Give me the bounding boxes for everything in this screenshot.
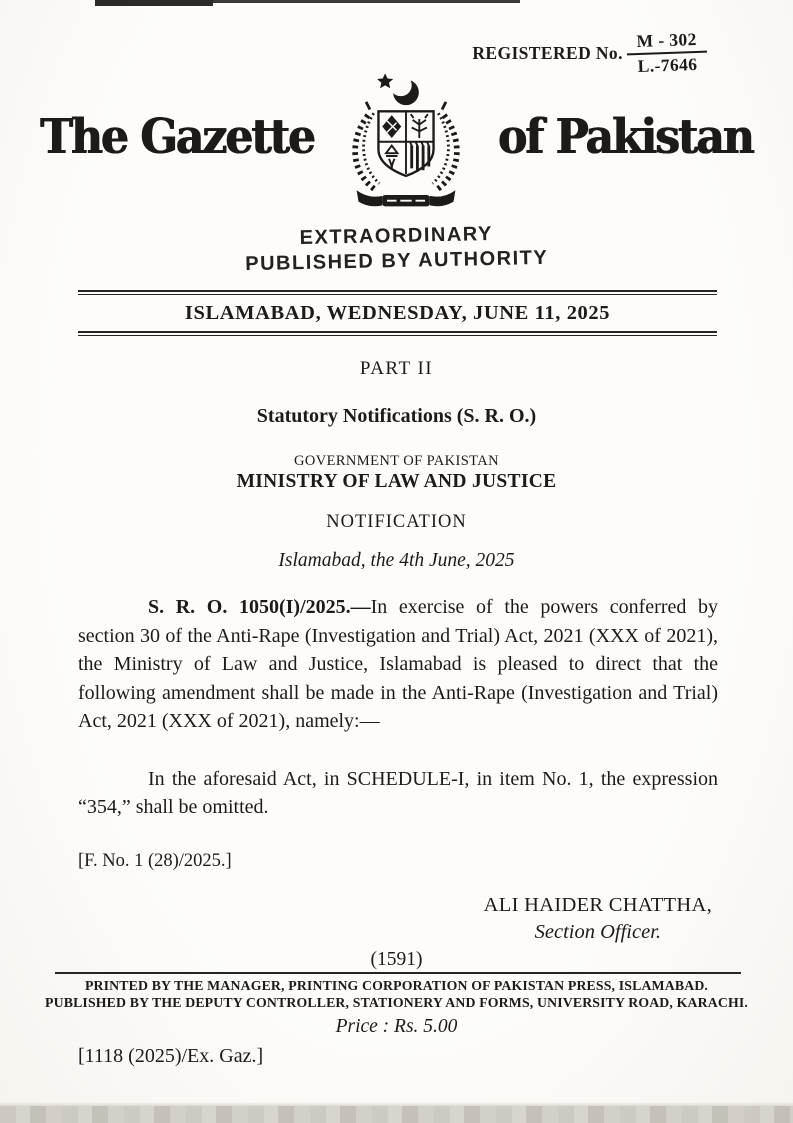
page-number: (1591) [370, 949, 423, 970]
file-number: [F. No. 1 (28)/2025.] [78, 850, 232, 871]
registered-label: REGISTERED No. [472, 42, 623, 63]
masthead-title-right: of Pakistan [497, 109, 753, 165]
masthead-title-left: The Gazette [40, 109, 314, 165]
signatory-name: ALI HAIDER CHATTHA, [483, 893, 712, 916]
footer-rule [55, 972, 741, 974]
scan-artifact-bottom [0, 1106, 793, 1123]
price-line: Price : Rs. 5.00 [335, 1016, 458, 1037]
masthead [0, 62, 793, 212]
registered-denominator: L.-7646 [637, 53, 698, 77]
dateline: Islamabad, the 4th June, 2025 [278, 550, 515, 571]
signature-block [0, 893, 712, 944]
notification-heading: NOTIFICATION [326, 512, 467, 532]
part-heading: PART II [359, 358, 434, 379]
date-banner [78, 290, 717, 336]
pakistan-state-emblem-icon [330, 62, 482, 212]
imprint-lines [0, 978, 793, 1011]
page-footer [0, 949, 793, 1068]
sro-number: S. R. O. 1050(I)/2025.— [148, 596, 371, 618]
banner-rule-bottom [78, 331, 717, 336]
signature-inner [484, 893, 712, 944]
published-by-authority-line: PUBLISHED BY AUTHORITY [245, 246, 549, 276]
section-heading: Statutory Notifications (S. R. O.) [256, 405, 537, 427]
notification-body [78, 593, 718, 822]
scan-artifact-top-dark [95, 0, 213, 6]
registered-fraction [626, 29, 708, 78]
imprint-published-line: PUBLISHED BY THE DEPUTY CONTROLLER, STATIONERY AND FORMS, UNIVERSITY ROAD, KARACHI. [45, 994, 748, 1010]
extraordinary-line: EXTRAORDINARY [299, 222, 494, 250]
gazette-reference: [1118 (2025)/Ex. Gaz.] [78, 1045, 264, 1067]
government-line: GOVERNMENT OF PAKISTAN [293, 453, 500, 469]
date-banner-text: ISLAMABAD, WEDNESDAY, JUNE 11, 2025 [184, 302, 611, 324]
signatory-title: Section Officer. [534, 920, 662, 943]
sro-paragraph-text: In exercise of the powers conferred by section 30 of the Anti-Rape (Investigation and Trial) Act, 2021 (XXX of 2021), the Ministry of Law and Justice, Islamabad is pleased to direct that the following amendment shall be made in the Anti-Rape (Investigation and Trial) Act, 2021 (XXX of 2021), namely:— [78, 596, 718, 732]
amendment-paragraph: In the aforesaid Act, in SCHEDULE-I, in item No. 1, the expression “354,” shall be omitted. [78, 767, 718, 818]
sro-paragraph [78, 593, 718, 736]
authority-lines [0, 216, 793, 283]
registered-numerator: M - 302 [626, 29, 707, 56]
imprint-printed-line: PRINTED BY THE MANAGER, PRINTING CORPORATION OF PAKISTAN PRESS, ISLAMABAD. [84, 978, 709, 993]
ministry-line: MINISTRY OF LAW AND JUSTICE [236, 471, 557, 492]
